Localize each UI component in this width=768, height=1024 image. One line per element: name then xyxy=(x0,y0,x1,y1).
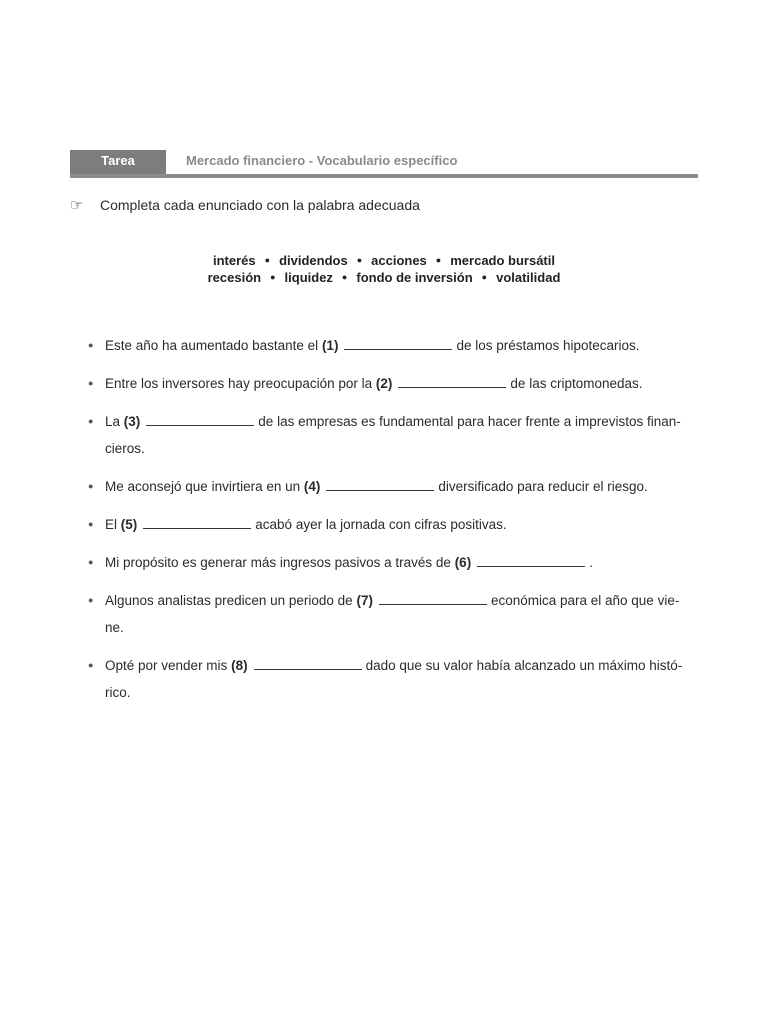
instruction-text: Completa cada enunciado con la palabra adecuada xyxy=(100,197,420,213)
word-bank-item: recesión xyxy=(207,270,262,285)
item-text-before: Opté por vender mis xyxy=(105,658,228,673)
word-bank-item: fondo de inversión xyxy=(356,270,473,285)
bullet-icon: ● xyxy=(88,519,94,529)
word-bank-item: liquidez xyxy=(284,270,333,285)
page-title: Mercado financiero - Vocabulario específico xyxy=(186,153,458,168)
answer-blank[interactable] xyxy=(344,337,452,350)
header-rule xyxy=(70,174,698,178)
bullet-icon: ● xyxy=(88,378,94,388)
item-number: (3) xyxy=(123,414,141,429)
item-number: (5) xyxy=(120,517,138,532)
item-text-after: . xyxy=(589,555,593,570)
bullet-icon: ● xyxy=(88,340,94,350)
item-number: (4) xyxy=(303,479,321,494)
bullet-separator: ● xyxy=(435,255,442,265)
bullet-icon: ● xyxy=(88,416,94,426)
answer-blank[interactable] xyxy=(146,413,254,426)
instruction xyxy=(70,196,420,214)
item-text-after: dado que su valor había alcanzado un máximo histó- rico. xyxy=(105,658,683,700)
exercise-item xyxy=(88,511,700,538)
item-number: (8) xyxy=(231,658,248,673)
item-text-after: de las empresas es fundamental para hacer frente a imprevistos finan- cieros. xyxy=(105,414,681,456)
page-header xyxy=(70,150,698,176)
item-text-after: económica para el año que vie- ne. xyxy=(105,593,680,635)
task-tab-label: Tarea xyxy=(70,150,166,176)
item-text-before: Entre los inversores hay preocupación por la xyxy=(105,376,373,391)
word-bank-item: mercado bursátil xyxy=(450,253,555,268)
bullet-icon: ● xyxy=(88,557,94,567)
answer-blank[interactable] xyxy=(254,657,362,670)
bullet-separator: ● xyxy=(264,255,271,265)
exercise-item xyxy=(88,587,700,641)
exercise-item xyxy=(88,408,700,462)
item-text-after: diversificado para reducir el riesgo. xyxy=(438,479,648,494)
exercise-list xyxy=(88,332,700,717)
bullet-separator: ● xyxy=(270,272,276,282)
pointing-hand-icon: ☞ xyxy=(70,197,84,214)
word-bank-item: volatilidad xyxy=(496,270,561,285)
item-text-before: Mi propósito es generar más ingresos pasivos a través de xyxy=(105,555,451,570)
bullet-separator: ● xyxy=(481,272,488,282)
item-text-before: La xyxy=(105,414,121,429)
item-number: (6) xyxy=(454,555,472,570)
item-number: (2) xyxy=(375,376,393,391)
word-bank-item: dividendos xyxy=(279,253,348,268)
item-text-before: Me aconsejó que invirtiera en un xyxy=(105,479,301,494)
exercise-item xyxy=(88,652,700,706)
item-text-after: de las criptomonedas. xyxy=(510,376,643,391)
item-number: (7) xyxy=(356,593,373,608)
bullet-separator: ● xyxy=(341,272,348,282)
answer-blank[interactable] xyxy=(326,478,434,491)
bullet-icon: ● xyxy=(88,595,94,605)
item-text-before: Algunos analistas predicen un periodo de xyxy=(105,593,353,608)
bullet-icon: ● xyxy=(88,660,94,670)
bullet-separator: ● xyxy=(356,255,363,265)
exercise-item xyxy=(88,473,700,500)
bullet-icon: ● xyxy=(88,481,94,491)
answer-blank[interactable] xyxy=(477,554,585,567)
item-text-before: El xyxy=(105,517,118,532)
item-text-before: Este año ha aumentado bastante el xyxy=(105,338,319,353)
item-text-after: acabó ayer la jornada con cifras positivas. xyxy=(255,517,507,532)
word-bank-item: acciones xyxy=(371,253,427,268)
word-bank-item: interés xyxy=(213,253,256,268)
answer-blank[interactable] xyxy=(143,516,251,529)
exercise-item xyxy=(88,370,700,397)
word-bank-row-2 xyxy=(70,270,698,285)
item-number: (1) xyxy=(321,338,339,353)
exercise-item xyxy=(88,549,700,576)
answer-blank[interactable] xyxy=(398,375,506,388)
word-bank-row-1 xyxy=(70,253,698,268)
answer-blank[interactable] xyxy=(379,592,487,605)
exercise-item xyxy=(88,332,700,359)
item-text-after: de los préstamos hipotecarios. xyxy=(456,338,640,353)
